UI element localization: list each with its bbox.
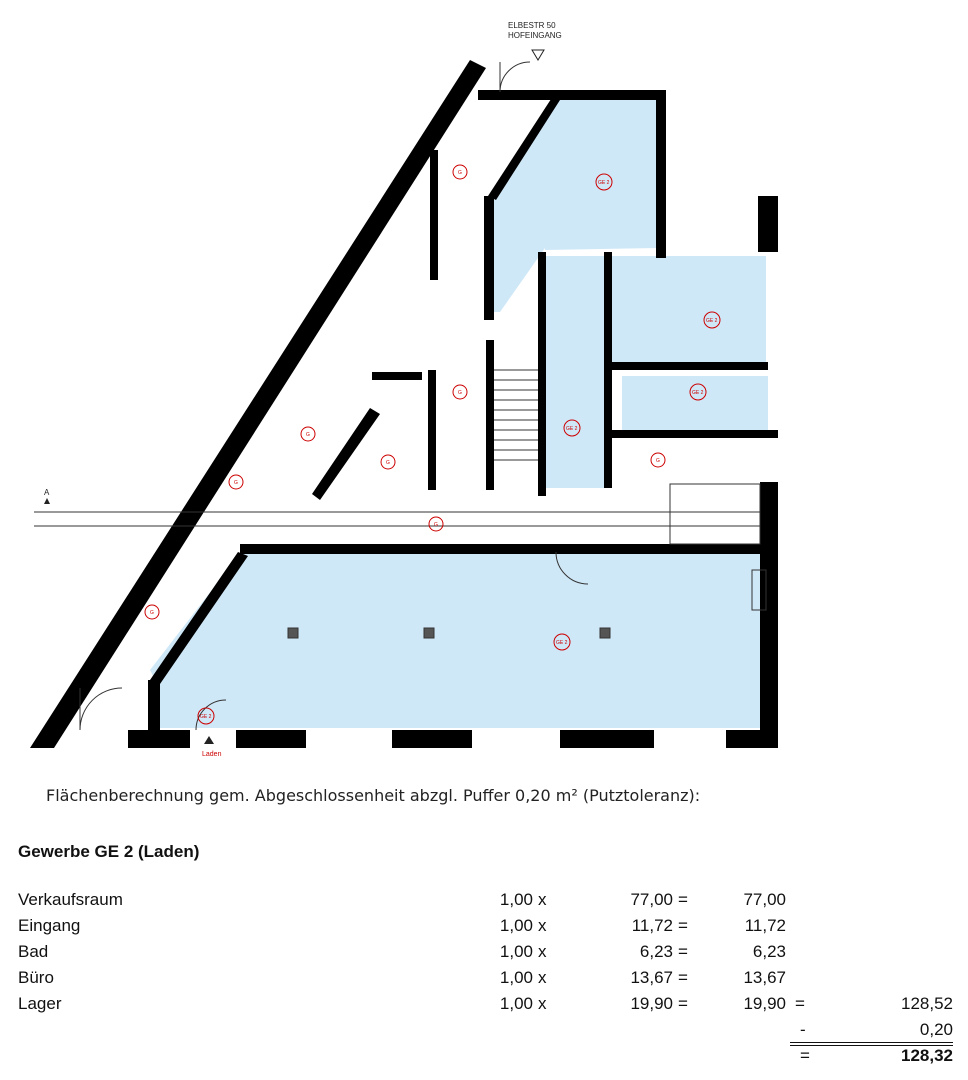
right-upper-wall	[656, 90, 666, 258]
small-room-diagonal	[312, 408, 380, 500]
inner-wall-corridor-lower	[428, 370, 436, 490]
row-result: 11,72	[744, 916, 786, 935]
row-equals: =	[678, 890, 688, 909]
calc-row	[18, 890, 953, 916]
calc-row	[18, 916, 953, 942]
row-factor: 1,00	[499, 942, 533, 961]
inner-wall-eingang-right	[604, 252, 612, 488]
inner-wall-eingang-left	[538, 252, 546, 496]
unit-title: Gewerbe GE 2 (Laden)	[18, 842, 200, 861]
deduction-value: 0,20	[919, 1020, 953, 1039]
calc-row	[18, 968, 953, 994]
row-area: 13,67	[630, 968, 673, 987]
row-equals: =	[678, 942, 688, 961]
row-name: Lager	[18, 994, 62, 1013]
row-result: 13,67	[743, 968, 786, 987]
final-row	[18, 1046, 953, 1072]
highlighted-rooms	[150, 98, 768, 728]
section-marker	[44, 488, 50, 504]
final-operator: =	[800, 1046, 810, 1065]
row-name: Bad	[18, 942, 49, 961]
room-verkaufsraum	[150, 552, 765, 728]
row-multiply: x	[538, 942, 547, 961]
stair-wall	[486, 340, 494, 490]
entrance-label-line1: ELBESTR 50	[508, 21, 556, 30]
top-wall	[478, 90, 660, 100]
shop-entrance-label: Laden	[202, 751, 222, 758]
inner-wall-lager	[484, 196, 494, 320]
row-multiply: x	[538, 916, 547, 935]
deduction-operator: -	[800, 1020, 806, 1039]
tag-g5: G	[234, 480, 238, 486]
tag-verkaufsraum: GE 2	[556, 640, 568, 646]
shop-bottom-wall-d	[560, 730, 654, 748]
shop-entrance-marker	[202, 736, 222, 758]
row-area: 11,72	[631, 916, 673, 935]
door-swing-top	[500, 62, 530, 92]
tag-g6: G	[434, 522, 438, 528]
row-result: 6,23	[752, 942, 786, 961]
entrance-label-line2: HOFEINGANG	[508, 31, 562, 40]
row-equals: =	[678, 994, 688, 1013]
tag-g8: G	[150, 610, 154, 616]
row-result: 19,90	[743, 994, 786, 1013]
row-subtotal-equals: =	[795, 994, 805, 1013]
row-name: Verkaufsraum	[18, 890, 123, 909]
entrance-marker	[508, 21, 562, 60]
row-equals: =	[678, 968, 688, 987]
calc-row	[18, 942, 953, 968]
tag-g1: G	[458, 170, 462, 176]
tag-g4: G	[306, 432, 310, 438]
row-factor: 1,00	[499, 994, 533, 1013]
shop-bottom-wall-b	[236, 730, 306, 748]
row-factor: 1,00	[499, 890, 533, 909]
tag-eingang: GE 2	[566, 426, 578, 432]
row-area: 19,90	[630, 994, 673, 1013]
tag-g7: G	[656, 458, 660, 464]
bad-wall	[612, 430, 778, 438]
row-factor: 1,00	[499, 968, 533, 987]
inner-wall-buero-bottom	[612, 362, 768, 370]
shop-right-wall	[760, 482, 778, 748]
inner-wall-corridor	[430, 150, 438, 280]
tag-g2: G	[458, 390, 462, 396]
small-room-wall	[372, 372, 422, 380]
section-arrow-icon	[44, 498, 50, 504]
row-multiply: x	[538, 968, 547, 987]
tag-bad: GE 2	[692, 390, 704, 396]
calculation-heading: Flächenberechnung gem. Abgeschlossenheit abzgl. Puffer 0,20 m² (Putztoleranz):	[46, 786, 701, 805]
tag-lager: GE 2	[598, 180, 610, 186]
row-factor: 1,00	[499, 916, 533, 935]
shop-top-wall	[240, 544, 766, 554]
row-area: 6,23	[639, 942, 673, 961]
row-multiply: x	[538, 994, 547, 1013]
sum-rule	[790, 1042, 953, 1043]
row-name: Büro	[18, 968, 54, 987]
calc-row	[18, 994, 953, 1020]
row-area: 77,00	[630, 890, 673, 909]
row-subtotal: 128,52	[901, 994, 953, 1013]
final-value: 128,32	[901, 1046, 953, 1065]
shop-inner-corner	[148, 680, 160, 734]
row-result: 77,00	[743, 890, 786, 909]
tag-laden: GE 2	[200, 714, 212, 720]
shop-bottom-wall-e	[726, 730, 776, 748]
entrance-arrow-icon	[532, 50, 544, 60]
shop-bottom-wall-c	[392, 730, 472, 748]
room-eingang	[545, 256, 606, 488]
right-tower	[758, 196, 778, 252]
row-equals: =	[678, 916, 688, 935]
shop-entrance-arrow-icon	[204, 736, 214, 744]
tag-buero: GE 2	[706, 318, 718, 324]
room-buero	[612, 256, 766, 366]
tag-g3: G	[386, 460, 390, 466]
stairs	[494, 370, 538, 460]
section-marker-label: A	[44, 488, 50, 497]
row-name: Eingang	[18, 916, 81, 935]
row-multiply: x	[538, 890, 547, 909]
